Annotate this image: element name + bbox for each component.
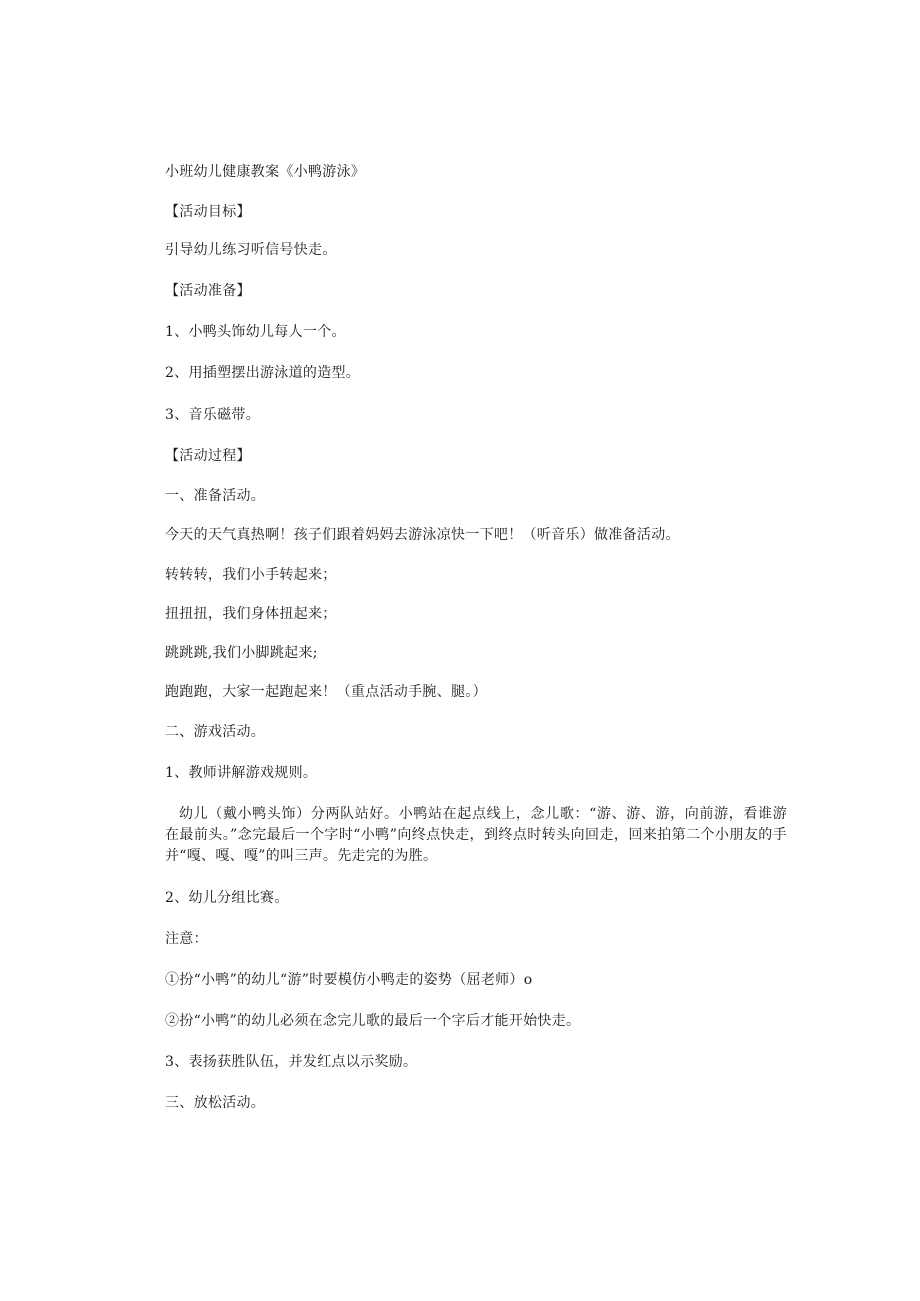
part1-heading: 一、准备活动。 <box>165 488 266 504</box>
goal-text: 引导幼儿练习听信号快走。 <box>165 242 337 258</box>
section-heading-goal: 【活动目标】 <box>165 204 251 220</box>
prep-item-1: 1、小鸭头饰幼儿每人一个。 <box>165 324 346 340</box>
step-1: 1、教师讲解游戏规则。 <box>165 765 318 781</box>
rhyme-line-4: 跑跑跑，大家一起跑起来！（重点活动手腕、腿。） <box>165 684 487 700</box>
section-heading-process: 【活动过程】 <box>165 448 251 464</box>
rules-paragraph: 幼儿（戴小鸭头饰）分两队站好。小鸭站在起点线上，念儿歌：“游、游、游，向前游，看谁游在最前头。”念完最后一个字时“小鸭”向终点快走，到终点时转头向回走，回来拍第二个小朋友的手并“嘎、嘎、嘎”的叫三声。先走完的为胜。 <box>165 806 787 864</box>
note-1: ①扮“小鸭”的幼儿“游”时要模仿小鸭走的姿势（屈老师）o <box>165 972 533 988</box>
notes-heading: 注意： <box>165 931 208 947</box>
rhyme-line-2: 扭扭扭，我们身体扭起来； <box>165 606 337 622</box>
rhyme-line-3: 跳跳跳,我们小脚跳起来; <box>165 645 318 661</box>
part1-intro: 今天的天气真热啊！孩子们跟着妈妈去游泳凉快一下吧！（听音乐）做准备活动。 <box>165 527 680 543</box>
document-title: 小班幼儿健康教案《小鸭游泳》 <box>165 164 366 180</box>
section-heading-prep: 【活动准备】 <box>165 283 251 299</box>
part2-heading: 二、游戏活动。 <box>165 724 266 740</box>
note-2: ②扮“小鸭”的幼儿必须在念完儿歌的最后一个字后才能开始快走。 <box>165 1013 581 1029</box>
prep-item-2: 2、用插塑摆出游泳道的造型。 <box>165 365 361 381</box>
prep-item-3: 3、音乐磁带。 <box>165 407 261 423</box>
step-3: 3、表扬获胜队伍，并发红点以示奖励。 <box>165 1054 418 1070</box>
part3-heading: 三、放松活动。 <box>165 1095 266 1111</box>
rhyme-line-1: 转转转，我们小手转起来； <box>165 567 337 583</box>
step-2: 2、幼儿分组比赛。 <box>165 890 289 906</box>
